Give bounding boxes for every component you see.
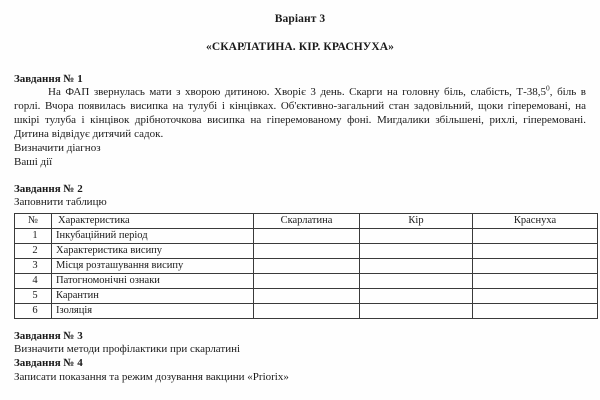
row-characteristic: Інкубаційний період [52,228,254,243]
task-1-heading: Завдання № 1 [14,73,83,85]
table-row [15,228,598,243]
task-2-instruction: Заповнити таблицю [14,196,107,209]
topic-title: «СКАРЛАТИНА. КІР. КРАСНУХА» [205,40,394,53]
comparison-table [14,213,598,319]
row-number: 4 [15,273,52,288]
case-text-part-1: На ФАП звернулась мати з хворою дитиною. Хворіє 3 день. Скарги на головну біль, слабість, Т-38,5 [48,86,547,99]
row-cell-rubella[interactable] [473,228,598,243]
table-row [15,303,598,318]
table-header-characteristic: Характеристика [52,213,254,228]
row-number: 5 [15,288,52,303]
variant-title: Варіант 3 [274,13,326,25]
table-row [15,273,598,288]
row-cell-scarlatina[interactable] [254,228,360,243]
table-row [15,288,598,303]
task-1-case-paragraph [14,83,586,142]
row-cell-measles[interactable] [360,273,473,288]
row-characteristic: Ізоляція [52,303,254,318]
table-header-number: № [15,213,52,228]
row-cell-measles[interactable] [360,243,473,258]
row-cell-scarlatina[interactable] [254,288,360,303]
row-characteristic: Місця розташування висипу [52,258,254,273]
row-number: 1 [15,228,52,243]
row-cell-measles[interactable] [360,228,473,243]
tail-sections [14,319,586,384]
table-header-rubella: Краснуха [473,213,598,228]
table-header-scarlatina: Скарлатина [254,213,360,228]
row-cell-rubella[interactable] [473,243,598,258]
row-number: 6 [15,303,52,318]
row-characteristic: Патогномонічні ознаки [52,273,254,288]
row-cell-scarlatina[interactable] [254,303,360,318]
row-cell-rubella[interactable] [473,288,598,303]
row-number: 2 [15,243,52,258]
row-characteristic: Карантин [52,288,254,303]
task-1-instruction-actions: Ваші дії [14,156,53,169]
table-header-measles: Кір [360,213,473,228]
row-cell-measles[interactable] [360,303,473,318]
row-cell-rubella[interactable] [473,273,598,288]
row-characteristic: Характеристика висипу [52,243,254,258]
row-number: 3 [15,258,52,273]
task-4-heading: Завдання № 4 [14,357,83,370]
task-3-instruction: Визначити методи профілактики при скарлатині [14,343,241,356]
table-body [15,213,598,318]
case-text-part-2: , біль в горлі. Вчора появилась висипка на тулубі і кінцівках. Об'єктивно-загальний стан задовільний, щоки гіперемовані, на шкірі тулуба і кінцівок дрібноточкова висипка на гіперемованому фоні. Мигдалики збільшені, рихлі, гіперемовані. Дитина відвідує дитячий садок. [14,86,586,141]
degree-symbol: 0 [546,83,550,93]
row-cell-measles[interactable] [360,258,473,273]
row-cell-measles[interactable] [360,288,473,303]
task-4-instruction: Записати показання та режим дозування вакцини «Priorix» [14,370,289,383]
table-header-row [15,213,598,228]
task-2-heading: Завдання № 2 [14,182,83,195]
task-1-instruction-diagnosis: Визначити діагноз [14,142,101,155]
table-row [15,243,598,258]
row-cell-scarlatina[interactable] [254,273,360,288]
row-cell-scarlatina[interactable] [254,258,360,273]
row-cell-rubella[interactable] [473,258,598,273]
row-cell-rubella[interactable] [473,303,598,318]
section-spacer [14,170,586,183]
task-3-heading: Завдання № 3 [14,329,83,342]
table-row [15,258,598,273]
row-cell-scarlatina[interactable] [254,243,360,258]
